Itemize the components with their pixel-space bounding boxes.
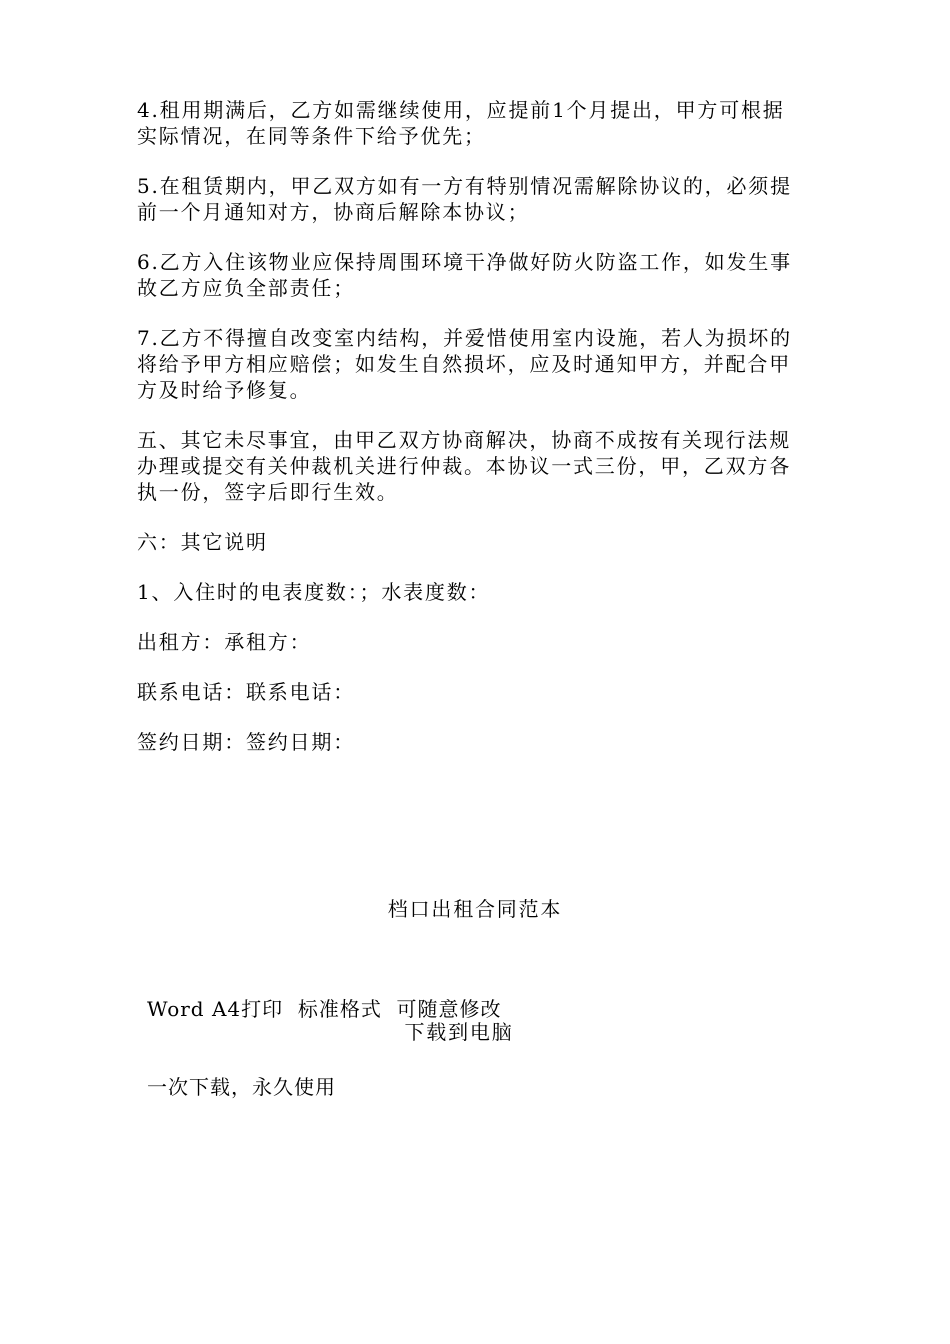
other-notes-heading: 六：其它说明 <box>137 530 268 554</box>
parties-line: 出租方：承租方： <box>137 630 312 654</box>
clause-line: 五、其它未尽事宜，由甲乙双方协商解决，协商不成按有关现行法规 <box>137 428 791 452</box>
contract-body <box>137 97 817 779</box>
clause-termination <box>137 173 817 225</box>
meter-reading-line: 1、入住时的电表度数：；水表度数： <box>137 580 491 604</box>
phones-line: 联系电话：联系电话： <box>137 680 355 704</box>
promo-title: 档口出租合同范本 <box>387 897 563 921</box>
clause-line: 故乙方应负全部责任； <box>137 276 355 300</box>
promo-feature-line: Word A4打印 标准格式 可随意修改 <box>147 997 502 1021</box>
clause-structure <box>137 325 817 403</box>
clause-line: 办理或提交有关仲裁机关进行仲裁。本协议一式三份，甲，乙双方各 <box>137 454 791 478</box>
clause-line: 实际情况，在同等条件下给予优先； <box>137 124 486 148</box>
clause-line: 前一个月通知对方，协商后解除本协议； <box>137 200 530 224</box>
clause-line: 7.乙方不得擅自改变室内结构，并爱惜使用室内设施，若人为损坏的 <box>137 326 792 350</box>
clause-line: 执一份，签字后即行生效。 <box>137 480 399 504</box>
clause-line: 4.租用期满后，乙方如需继续使用，应提前1个月提出，甲方可根据 <box>137 98 785 122</box>
promo-feature-line: 一次下载，永久使用 <box>147 1075 336 1099</box>
clause-line: 方及时给予修复。 <box>137 378 312 402</box>
clause-line: 将给予甲方相应赔偿；如发生自然损坏，应及时通知甲方，并配合甲 <box>137 352 791 376</box>
promo-features <box>147 944 502 1152</box>
clause-misc <box>137 427 817 505</box>
dates-line: 签约日期：签约日期： <box>137 730 355 754</box>
clause-line: 5.在租赁期内，甲乙双方如有一方有特别情况需解除协议的，必须提 <box>137 174 792 198</box>
clause-line: 6.乙方入住该物业应保持周围环境干净做好防火防盗工作，如发生事 <box>137 250 792 274</box>
clause-safety <box>137 249 817 301</box>
download-to-computer-link[interactable]: 下载到电脑 <box>404 1020 514 1044</box>
clause-renewal <box>137 97 817 149</box>
